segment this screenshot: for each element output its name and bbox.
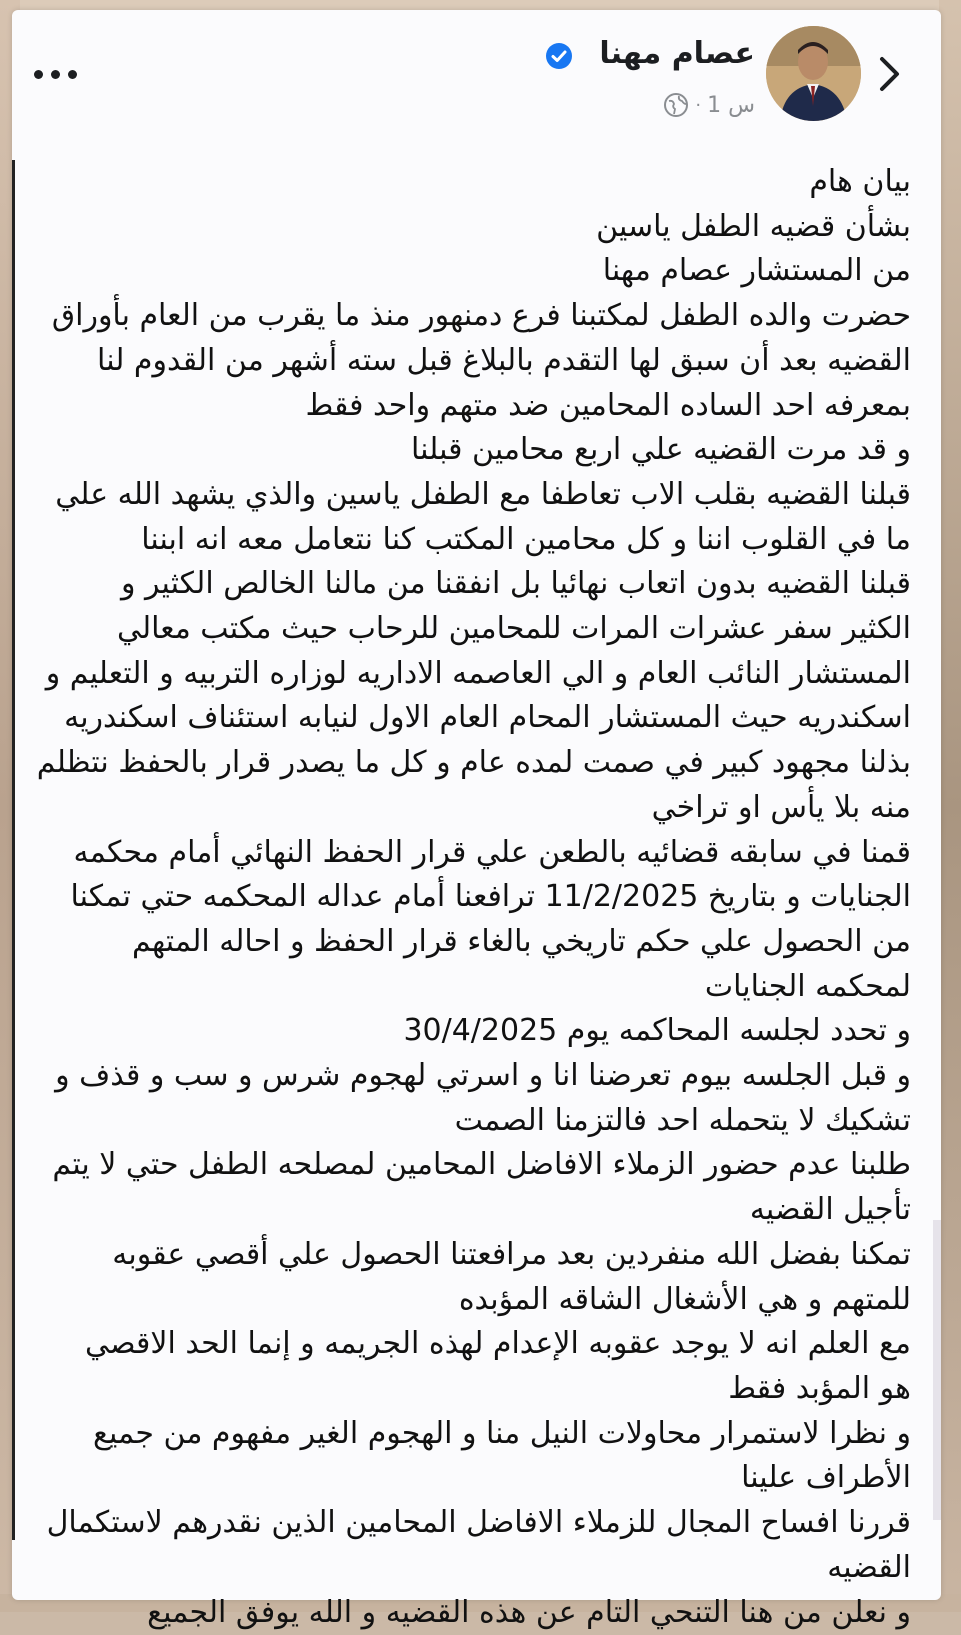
- post-line: و نظرا لاستمرار محاولات النيل منا و الهجوم الغير مفهوم من جميع: [31, 1412, 911, 1457]
- post-line: الكثير سفر عشرات المرات للمحامين للرحاب حيث مكتب معالي: [31, 607, 911, 652]
- verified-badge-icon: [545, 42, 573, 70]
- post-line: من المستشار عصام مهنا: [31, 249, 911, 294]
- back-button[interactable]: [865, 50, 913, 98]
- author-name[interactable]: عصام مهنا: [599, 36, 755, 71]
- left-border-line: [12, 160, 15, 1540]
- post-line: بشأن قضيه الطفل ياسين: [31, 205, 911, 250]
- post-line: و تحدد لجلسه المحاكمه يوم 30/4/2025: [31, 1009, 911, 1054]
- post-line: و قبل الجلسه بيوم تعرضنا انا و اسرتي لهجوم شرس و سب و قذف و: [31, 1054, 911, 1099]
- post-line: تمكنا بفضل الله منفردين بعد مرافعتنا الحصول علي أقصي عقوبه: [31, 1233, 911, 1278]
- post-line: من الحصول علي حكم تاريخي بالغاء قرار الحفظ و احاله المتهم: [31, 920, 911, 965]
- scrollbar[interactable]: [933, 1220, 941, 1520]
- post-text: [31, 160, 911, 1635]
- post-line: ما في القلوب اننا و كل محامين المكتب كنا نتعامل معه انه ابننا: [31, 518, 911, 563]
- post-line: طلبنا عدم حضور الزملاء الافاضل المحامين لمصلحه الطفل حتي لا يتم: [31, 1143, 911, 1188]
- post-line: للمتهم و هي الأشغال الشاقه المؤبده: [31, 1278, 911, 1323]
- chevron-right-icon: [865, 50, 913, 98]
- post-line: قمنا في سابقه قضائيه بالطعن علي قرار الحفظ النهائي أمام محكمه: [31, 831, 911, 876]
- post-line: تأجيل القضيه: [31, 1188, 911, 1233]
- more-dot: [68, 70, 77, 79]
- post-time[interactable]: 1 س: [707, 93, 755, 118]
- more-options-button[interactable]: [34, 62, 84, 86]
- post-line: منه بلا يأس او تراخي: [31, 786, 911, 831]
- post-line: تشكيك لا يتحمله احد فالتزمنا الصمت: [31, 1099, 911, 1144]
- globe-icon: [663, 92, 689, 118]
- post-line: حضرت والده الطفل لمكتبنا فرع دمنهور منذ ما يقرب من العام بأوراق: [31, 294, 911, 339]
- post-line: القضيه: [31, 1546, 911, 1591]
- post-card: [12, 10, 941, 1600]
- post-line: الأطراف علينا: [31, 1456, 911, 1501]
- post-line: هو المؤبد فقط: [31, 1367, 911, 1412]
- post-line: و نعلن من هنا التنحي التام عن هذه القضيه و الله يوفق الجميع: [31, 1591, 911, 1635]
- post-line: اسكندريه حيث المستشار المحام العام الاول لنيابه استئناف اسكندريه: [31, 696, 911, 741]
- post-line: و قد مرت القضيه علي اربع محامين قبلنا: [31, 428, 911, 473]
- post-meta: [663, 90, 755, 120]
- avatar[interactable]: [766, 26, 861, 121]
- avatar-image: [766, 26, 861, 121]
- post-line: مع العلم انه لا يوجد عقوبه الإعدام لهذه الجريمه و إنما الحد الاقصي: [31, 1322, 911, 1367]
- more-dot: [34, 70, 43, 79]
- meta-separator: ·: [695, 95, 701, 116]
- post-line: المستشار النائب العام و الي العاصمه الاداريه لوزاره التربيه و التعليم و: [31, 652, 911, 697]
- post-line: بمعرفه احد الساده المحامين ضد متهم واحد فقط: [31, 384, 911, 429]
- post-line: بذلنا مجهود كبير في صمت لمده عام و كل ما يصدر قرار بالحفظ نتظلم: [31, 741, 911, 786]
- post-line: لمحكمه الجنايات: [31, 965, 911, 1010]
- more-dot: [51, 70, 60, 79]
- post-header: [12, 10, 941, 135]
- post-line: القضيه بعد أن سبق لها التقدم بالبلاغ قبل سته أشهر من القدوم لنا: [31, 339, 911, 384]
- post-line: قررنا افساح المجال للزملاء الافاضل المحامين الذين نقدرهم لاستكمال: [31, 1501, 911, 1546]
- post-line: قبلنا القضيه بقلب الاب تعاطفا مع الطفل ياسين والذي يشهد الله علي: [31, 473, 911, 518]
- post-line: قبلنا القضيه بدون اتعاب نهائيا بل انفقنا من مالنا الخالص الكثير و: [31, 562, 911, 607]
- post-line: الجنايات و بتاريخ 11/2/2025 ترافعنا أمام عداله المحكمه حتي تمكنا: [31, 875, 911, 920]
- background-right: [939, 0, 961, 1612]
- post-line: بيان هام: [31, 160, 911, 205]
